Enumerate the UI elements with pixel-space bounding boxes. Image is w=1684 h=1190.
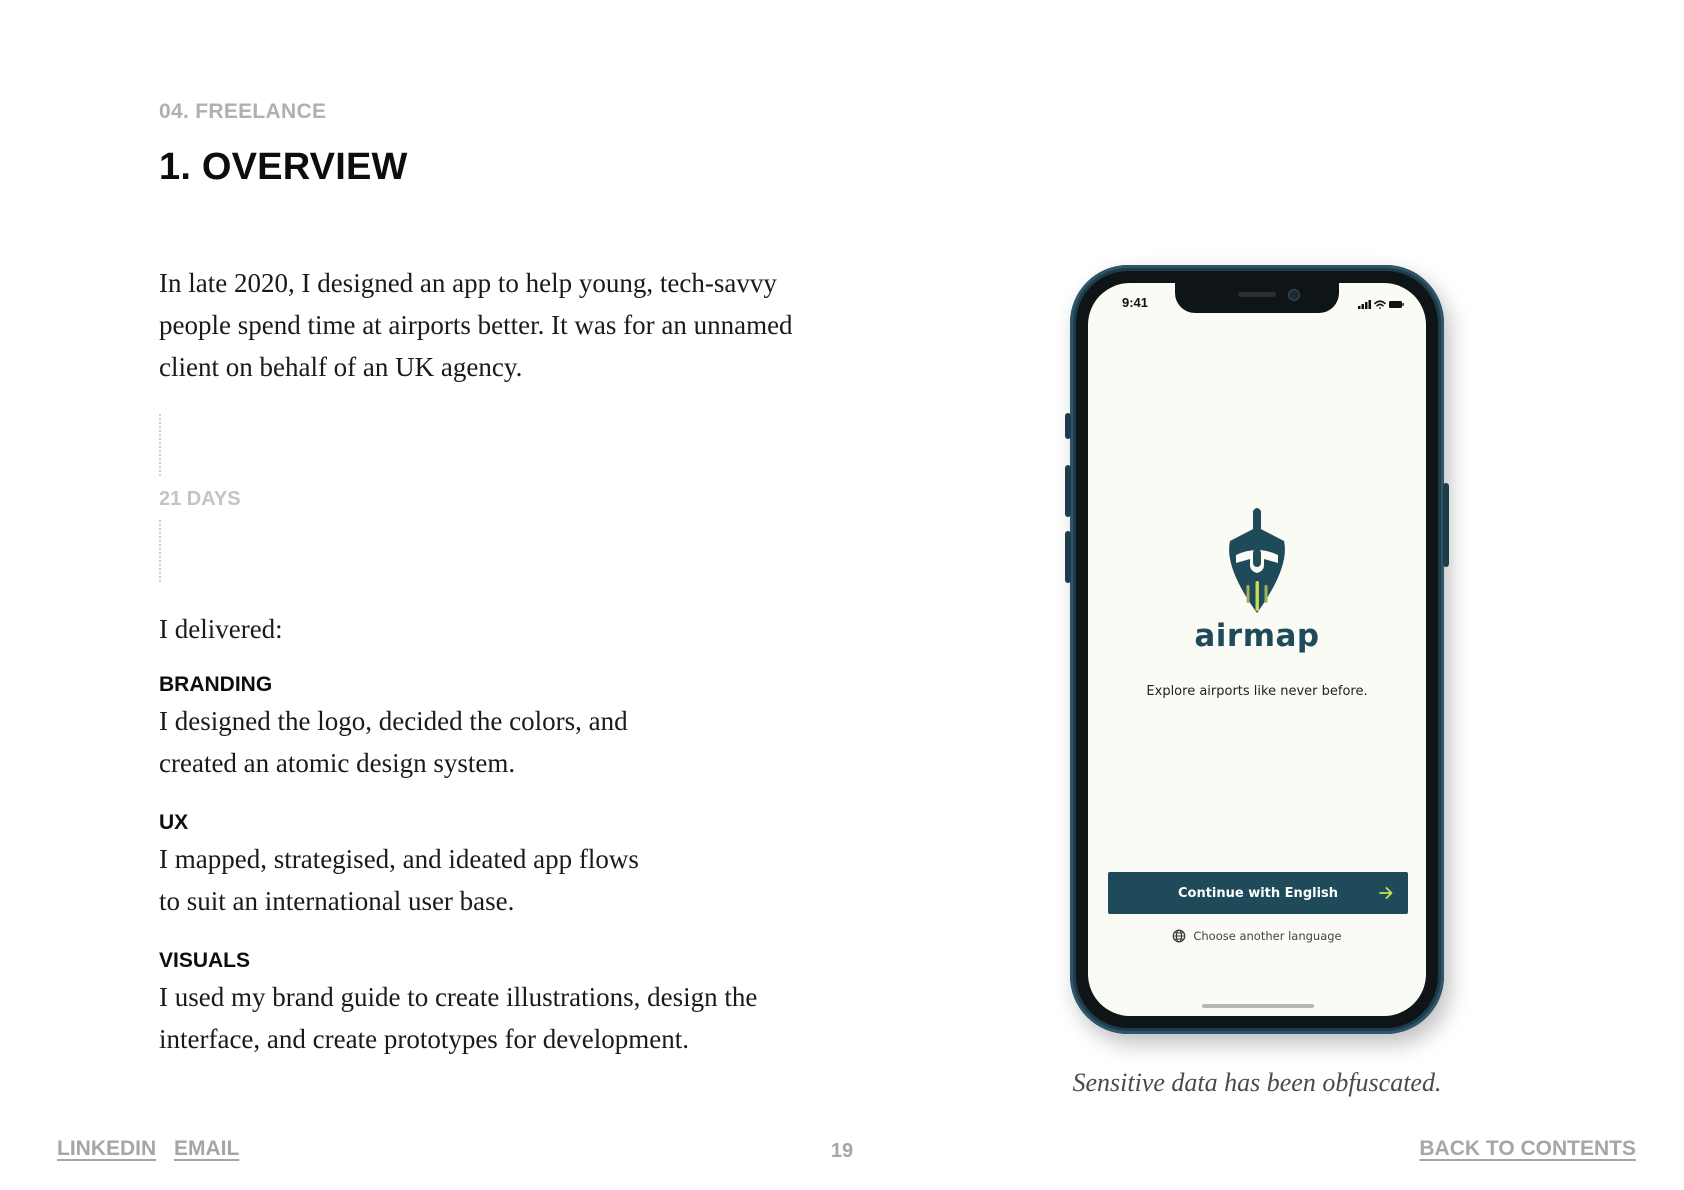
email-link[interactable]: EMAIL	[174, 1137, 240, 1160]
choose-language-link[interactable]	[1088, 929, 1426, 943]
tagline: Explore airports like never before.	[1146, 684, 1368, 699]
deliverable-ux	[159, 810, 819, 922]
globe-icon	[1172, 929, 1186, 943]
arrow-right-icon	[1378, 885, 1394, 901]
phone-screen	[1088, 283, 1426, 1016]
battery-icon	[1389, 301, 1404, 308]
duration-label: 21 DAYS	[159, 488, 241, 510]
intro-paragraph: In late 2020, I designed an app to help young, tech-savvy people spend time at airports better. It was for an unnamed client on behalf of an UK agency.	[159, 268, 793, 382]
choose-language-label: Choose another language	[1193, 929, 1342, 943]
deliverable-text: I designed the logo, decided the colors, and created an atomic design system.	[159, 706, 628, 778]
page-title: 1. OVERVIEW	[159, 146, 408, 188]
airmap-logo-mark	[1224, 505, 1290, 620]
phone-side-button-volume-up	[1065, 465, 1071, 517]
phone-side-button-power	[1443, 483, 1449, 567]
deliverable-heading: UX	[159, 811, 189, 834]
timeline-divider-top	[159, 414, 161, 476]
linkedin-link[interactable]: LINKEDIN	[57, 1137, 157, 1160]
phone-notch	[1175, 283, 1339, 313]
deliverable-branding	[159, 672, 819, 784]
image-caption: Sensitive data has been obfuscated.	[1072, 1068, 1442, 1097]
continue-with-english-button[interactable]	[1108, 872, 1408, 914]
deliverable-text: I used my brand guide to create illustrations, design the interface, and create prototypes for development.	[159, 982, 758, 1054]
phone-side-button-silent	[1065, 413, 1071, 439]
home-indicator	[1202, 1004, 1314, 1008]
signal-icon	[1358, 300, 1371, 309]
deliverable-visuals	[159, 948, 819, 1060]
deliverable-text: I mapped, strategised, and ideated app flows to suit an international user base.	[159, 844, 639, 916]
brand-name: airmap	[1194, 618, 1320, 654]
section-label: 04. FREELANCE	[159, 100, 327, 123]
status-icons	[1358, 297, 1404, 315]
wifi-icon	[1375, 301, 1385, 309]
back-to-contents-link[interactable]: BACK TO CONTENTS	[1419, 1137, 1636, 1160]
continue-button-label: Continue with English	[1177, 885, 1339, 901]
front-camera	[1288, 289, 1300, 301]
delivered-label: I delivered:	[159, 614, 283, 644]
deliverable-heading: VISUALS	[159, 949, 251, 972]
deliverable-heading: BRANDING	[159, 673, 273, 696]
phone-mockup	[1070, 265, 1444, 1034]
status-time: 9:41	[1122, 295, 1149, 310]
speaker-grille	[1238, 292, 1276, 297]
phone-side-button-volume-down	[1065, 531, 1071, 583]
timeline-divider-bottom	[159, 520, 161, 582]
page-number: 19	[830, 1140, 854, 1162]
